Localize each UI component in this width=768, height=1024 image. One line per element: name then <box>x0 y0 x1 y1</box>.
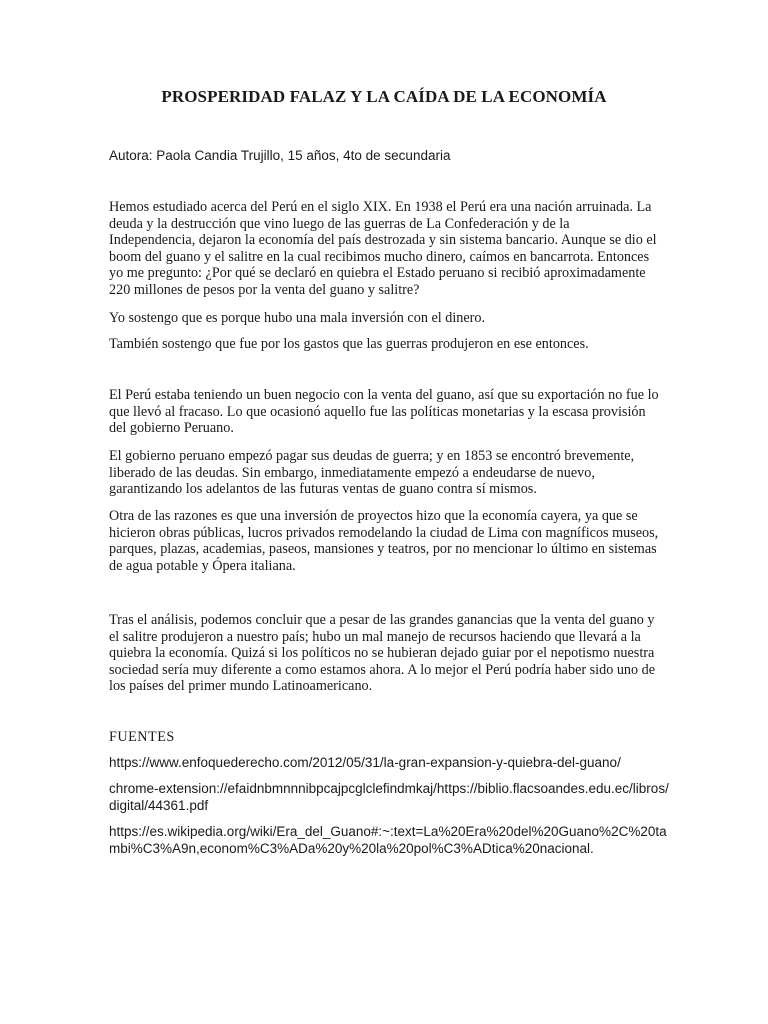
paragraph-intro: Hemos estudiado acerca del Perú en el siglo XIX. En 1938 el Perú era una nación arruinada. La deuda y la destrucción que vino luego de las guerras de La Confederación y de la Independencia, dejaron la economía del país destrozada y sin sistema bancario. Aunque se dio el boom del guano y el salitre en la cual recibimos mucho dinero, caímos en bancarrota. Entonces yo me pregunto: ¿Por qué se declaró en quiebra el Estado peruano si recibió aproximadamente 220 millones de pesos por la venta del guano y salitre? <box>109 199 657 298</box>
paragraph-argument-3: Otra de las razones es que una inversión de proyectos hizo que la economía cayera, ya que se hicieron obras públicas, lucros privados remodelando la ciudad de Lima con magníficos museos, parques, plazas, academias, paseos, mansiones y teatros, por no mencionar lo último en sistemas de agua potable y Ópera italiana. <box>109 508 659 574</box>
paragraph-argument-2: El gobierno peruano empezó pagar sus deudas de guerra; y en 1853 se encontró brevemente, liberado de las deudas. Sin embargo, inmediatamente empezó a endeudarse de nuevo, garantizando los adelantos de las futuras ventas de guano contra sí mismos. <box>109 448 635 497</box>
paragraph-conclusion: Tras el análisis, podemos concluir que a pesar de las grandes ganancias que la venta del guano y el salitre produjeron a nuestro país; hubo un mal manejo de recursos haciendo que llevará a la quiebra la economía. Quizá si los políticos no se hubieran dejado guiar por el nepotismo nuestra sociedad sería muy diferente a como estamos ahora. A lo mejor el Perú podría haber sido uno de los países del primer mundo Latinoamericano. <box>109 612 656 694</box>
paragraph-thesis-1: Yo sostengo que es porque hubo una mala inversión con el dinero. <box>109 310 486 326</box>
source-link-2[interactable]: chrome-extension://efaidnbmnnnibpcajpcglclefindmkaj/https://biblio.flacsoandes.edu.ec/libros/digital/44361.pdf <box>109 781 669 813</box>
paragraph-thesis-2: También sostengo que fue por los gastos que las guerras produjeron en ese entonces. <box>109 336 589 352</box>
source-link-3[interactable]: https://es.wikipedia.org/wiki/Era_del_Guano#:~:text=La%20Era%20del%20Guano%2C%20tambi%C3%A9n,econom%C3%ADa%20y%20la%20pol%C3%ADtica%20nacional. <box>109 824 667 856</box>
document-title: PROSPERIDAD FALAZ Y LA CAÍDA DE LA ECONOMÍA <box>161 87 607 106</box>
author-line: Autora: Paola Candia Trujillo, 15 años, 4to de secundaria <box>109 148 451 163</box>
sources-heading: FUENTES <box>109 729 175 745</box>
paragraph-argument-1: El Perú estaba teniendo un buen negocio con la venta del guano, así que su exportación no fue lo que llevó al fracaso. Lo que ocasionó aquello fue las políticas monetarias y la escasa provisión del gobierno Peruano. <box>109 387 659 436</box>
source-link-1[interactable]: https://www.enfoquederecho.com/2012/05/31/la-gran-expansion-y-quiebra-del-guano/ <box>109 755 621 770</box>
